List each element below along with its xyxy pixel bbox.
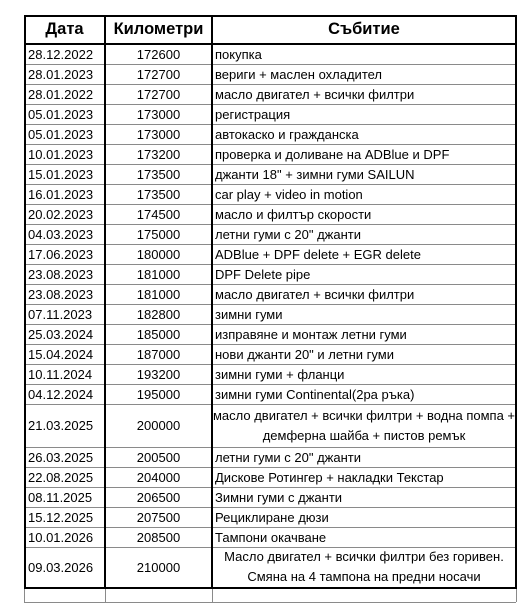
cell-date[interactable]: 23.08.2023 [28,286,94,302]
cell-event[interactable]: летни гуми с 20" джанти [215,226,362,242]
cell-date[interactable]: 23.08.2023 [28,266,94,282]
cell-event[interactable]: ADBlue + DPF delete + EGR delete [215,246,421,262]
cell-event[interactable]: покупка [215,46,262,62]
cell-event[interactable]: Зимни гуми с джанти [215,489,343,505]
cell-km[interactable]: 173500 [136,166,181,182]
cell-km[interactable]: 173200 [136,146,181,162]
cell-km[interactable]: 174500 [136,206,181,222]
row-divider [24,264,516,265]
row-divider [24,384,516,385]
cell-date[interactable]: 28.12.2022 [28,46,94,62]
row-divider [24,507,516,508]
cell-km[interactable]: 173000 [136,126,181,142]
cell-event[interactable]: джанти 18" + зимни гуми SAILUN [215,166,415,182]
column-border [211,15,213,587]
cell-km[interactable]: 193200 [136,366,181,382]
row-divider [24,344,516,345]
cell-km[interactable]: 175000 [136,226,181,242]
cell-km[interactable]: 173500 [136,186,181,202]
cell-event[interactable]: регистрация [215,106,291,122]
cell-event[interactable]: летни гуми с 20" джанти [215,449,362,465]
cell-date[interactable]: 20.02.2023 [28,206,94,222]
cell-date[interactable]: 04.12.2024 [28,386,94,402]
row-divider [24,527,516,528]
cell-km[interactable]: 172600 [136,46,181,62]
row-divider [24,304,516,305]
cell-date[interactable]: 08.11.2025 [28,489,93,505]
row-divider [24,364,516,365]
table-border-bottom [24,587,517,589]
cell-km[interactable]: 207500 [136,509,181,525]
header-date[interactable]: Дата [45,20,84,38]
cell-date[interactable]: 10.01.2026 [28,529,94,545]
cell-date[interactable]: 28.01.2023 [28,66,94,82]
cell-date[interactable]: 07.11.2023 [28,306,93,322]
header-km[interactable]: Километри [113,20,204,38]
cell-km[interactable]: 206500 [136,489,181,505]
cell-km[interactable]: 200000 [136,418,181,433]
row-divider [24,164,516,165]
column-border [104,15,106,587]
cell-km[interactable]: 172700 [136,66,181,82]
cell-date[interactable]: 05.01.2023 [28,126,94,142]
cell-date[interactable]: 15.04.2024 [28,346,94,362]
cell-km[interactable]: 180000 [136,246,181,262]
cell-km[interactable]: 181000 [136,266,181,282]
cell-date[interactable]: 05.01.2023 [28,106,94,122]
cell-date[interactable]: 26.03.2025 [28,449,94,465]
cell-event[interactable]: зимни гуми + фланци [215,366,345,382]
row-divider [24,467,516,468]
cell-km[interactable]: 181000 [136,286,181,302]
row-divider [24,324,516,325]
cell-date[interactable]: 22.08.2025 [28,469,94,485]
row-divider [24,447,516,448]
cell-date[interactable]: 25.03.2024 [28,326,94,342]
cell-km[interactable]: 200500 [136,449,181,465]
cell-km[interactable]: 187000 [136,346,181,362]
cell-event[interactable]: Тампони окачване [215,529,327,545]
row-divider [24,104,516,105]
cell-date[interactable]: 28.01.2022 [28,86,94,102]
row-divider [24,404,516,405]
table-border-right [515,15,517,588]
row-divider [24,487,516,488]
cell-date[interactable]: 21.03.2025 [28,418,94,433]
cell-event[interactable]: масло и филтър скорости [215,206,372,222]
cell-event[interactable]: car play + video in motion [215,186,363,202]
cell-km[interactable]: 195000 [136,386,181,402]
cell-date[interactable]: 16.01.2023 [28,186,94,202]
row-divider [24,204,516,205]
table-border-top [24,15,516,17]
cell-event[interactable]: зимни гуми Continental(2ра ръка) [215,386,415,402]
row-divider [24,284,516,285]
cell-km[interactable]: 173000 [136,106,181,122]
row-divider [24,184,516,185]
table-border-left [24,15,26,588]
cell-date[interactable]: 15.01.2023 [28,166,94,182]
row-divider [24,84,516,85]
cell-km[interactable]: 210000 [136,559,181,575]
cell-event[interactable]: нови джанти 20" и летни гуми [215,346,394,362]
cell-event[interactable]: автокаско и гражданска [215,126,359,142]
row-divider [24,224,516,225]
cell-event[interactable]: вериги + маслен охладител [215,66,383,82]
cell-date[interactable]: 10.01.2023 [28,146,94,162]
cell-event[interactable]: Масло двигател + всички филтри без горивен. Смяна на 4 тампона на предни носачи [224,549,504,584]
cell-date[interactable]: 15.12.2025 [28,509,94,525]
cell-km[interactable]: 204000 [136,469,181,485]
cell-event[interactable]: Дискове Ротингер + накладки Текстар [215,469,444,485]
cell-date[interactable]: 09.03.2026 [28,559,94,575]
cell-km[interactable]: 185000 [136,326,181,342]
cell-event[interactable]: масло двигател + всички филтри [215,286,415,302]
cell-event[interactable]: проверка и доливане на ADBlue и DPF [215,146,450,162]
cell-event[interactable]: зимни гуми [215,306,283,322]
cell-event[interactable]: изправяне и монтаж летни гуми [215,326,407,342]
cell-event[interactable]: масло двигател + всички филтри [215,86,415,102]
cell-date[interactable]: 17.06.2023 [28,246,94,262]
cell-date[interactable]: 10.11.2024 [28,366,93,382]
cell-event[interactable]: DPF Delete pipe [215,266,311,282]
row-divider [24,547,516,548]
row-divider [24,144,516,145]
row-divider [24,64,516,65]
cell-date[interactable]: 04.03.2023 [28,226,94,242]
row-divider [24,124,516,125]
header-border [24,43,517,45]
header-event[interactable]: Събитие [328,20,400,38]
cell-km[interactable]: 172700 [136,86,181,102]
cell-event[interactable]: Рециклиране дюзи [215,509,329,525]
cell-km[interactable]: 208500 [136,529,181,545]
row-divider [24,244,516,245]
cell-event[interactable]: масло двигател + всички филтри + водна помпа + демферна шайба + пистов ремък [212,407,516,443]
cell-km[interactable]: 182800 [136,306,181,322]
